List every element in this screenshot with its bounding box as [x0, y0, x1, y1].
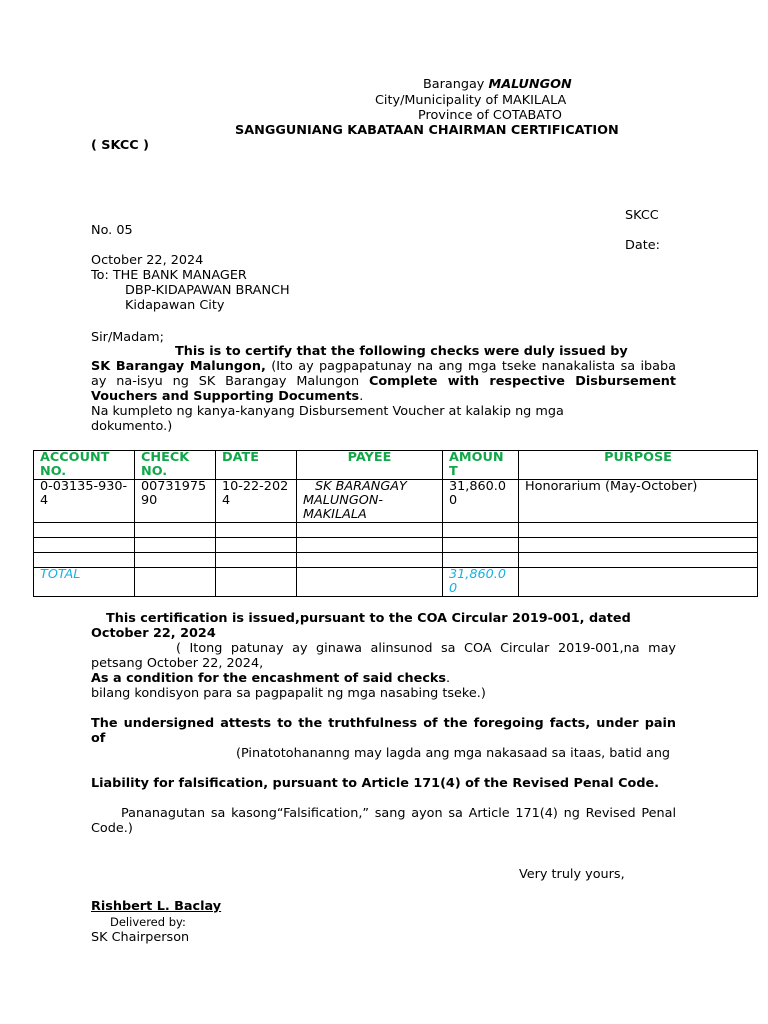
table-row-empty: [34, 538, 758, 553]
document-abbrev: ( SKCC ): [91, 138, 149, 153]
addressee-city: Kidapawan City: [125, 298, 225, 313]
coa-circular-translation: ( Itong patunay ay ginawa alinsunod sa COA Circular 2019-001,na may petsang October 22, 2024,: [91, 641, 676, 671]
salutation: Sir/Madam;: [91, 330, 164, 345]
falsification-statement: Liability for falsification, pursuant to Article 171(4) of the Revised Penal Code.: [91, 776, 660, 791]
document-date: October 22, 2024: [91, 253, 204, 268]
intro-complete-statement: Complete with respective Disbursement Vouchers and Supporting Documents: [91, 374, 676, 404]
valediction: Very truly yours,: [519, 867, 625, 882]
header-date: DATE: [216, 451, 297, 480]
attestation-translation: (Pinatotohananng may lagda ang mga nakasaad sa itaas, batid ang: [236, 746, 671, 761]
barangay-label: Barangay: [423, 77, 485, 92]
signatory-position: SK Chairperson: [91, 930, 190, 945]
intro-paragraph: [91, 359, 676, 404]
document-title: SANGGUNIANG KABATAAN CHAIRMAN CERTIFICATION: [235, 123, 619, 138]
signatory-name: Rishbert L. Baclay: [91, 899, 222, 914]
header-amount: AMOUNT: [443, 451, 519, 480]
table-row-empty: [34, 523, 758, 538]
cell-amount: 31,860.00: [443, 480, 519, 523]
header-check-no: CHECK NO.: [135, 451, 216, 480]
encashment-condition-text: As a condition for the encashment of said checks: [91, 671, 447, 686]
cell-check-no: 0073197590: [135, 480, 216, 523]
addressee-to: To: THE BANK MANAGER: [91, 268, 247, 283]
header-payee: PAYEE: [297, 451, 443, 480]
header-account-no: ACCOUNT NO.: [34, 451, 135, 480]
skcc-number: No. 05: [91, 223, 133, 238]
intro-line-translation: Na kumpleto ng kanya-kanyang Disbursement Voucher at kalakip ng mga dokumento.): [91, 404, 564, 434]
cell-account-no: 0-03135-930-4: [34, 480, 135, 523]
barangay-line: [423, 77, 572, 92]
falsification-translation: Pananagutan sa kasong“Falsification,” sang ayon sa Article 171(4) ng Revised Penal Code.): [91, 806, 676, 836]
skcc-label: SKCC: [625, 208, 659, 223]
date-label: Date:: [625, 238, 660, 253]
intro-period: .: [359, 389, 364, 404]
barangay-name: MALUNGON: [488, 77, 572, 92]
province-line: Province of COTABATO: [418, 108, 562, 123]
cell-payee: SK BARANGAY MALUNGON-MAKILALA: [297, 480, 443, 523]
encashment-condition: [91, 671, 676, 686]
intro-first-line: This is to certify that the following checks were duly issued by: [175, 344, 628, 359]
delivered-by-label: Delivered by:: [110, 915, 186, 929]
table-row: [34, 480, 758, 523]
total-label: TOTAL: [34, 568, 135, 597]
encashment-translation: bilang kondisyon para sa pagpapalit ng mga nasabing tseke.): [91, 686, 486, 701]
table-row-empty: [34, 553, 758, 568]
city-line: City/Municipality of MAKILALA: [375, 93, 567, 108]
header-purpose: PURPOSE: [519, 451, 758, 480]
encashment-period: .: [446, 671, 451, 686]
cell-purpose: Honorarium (May-October): [519, 480, 758, 523]
total-amount: 31,860.00: [443, 568, 519, 597]
intro-translation: (Ito ay pagpapatunay na ang mga tseke nanakalista sa ibaba ay na-isyu ng SK Barangay Malungon: [91, 359, 676, 389]
addressee-branch: DBP-KIDAPAWAN BRANCH: [125, 283, 290, 298]
intro-issuer: SK Barangay Malungon,: [91, 359, 266, 374]
coa-circular-statement: This certification is issued,pursuant to the COA Circular 2019-001, dated October 22, 2024: [91, 611, 631, 641]
table-total-row: [34, 568, 758, 597]
attestation-statement: The undersigned attests to the truthfulness of the foregoing facts, under pain of: [91, 716, 676, 746]
cell-date: 10-22-2024: [216, 480, 297, 523]
checks-table: [33, 450, 758, 597]
table-header-row: [34, 451, 758, 480]
